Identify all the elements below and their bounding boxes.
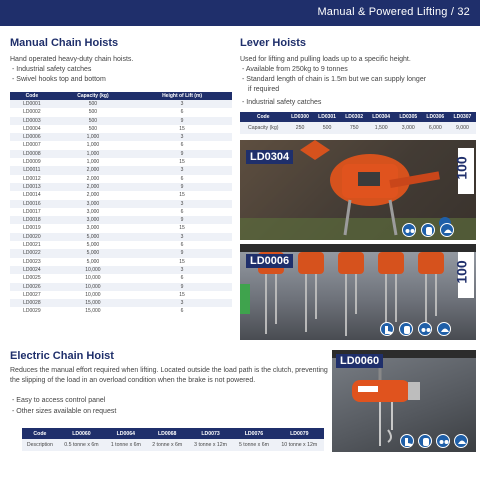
table-cell: 9 xyxy=(132,150,232,158)
manual-hoist-table xyxy=(10,92,232,316)
column-header: LD0301 xyxy=(314,112,341,122)
manual-bullet: - Industrial safety catches xyxy=(12,66,92,73)
safety-glasses-icon xyxy=(418,322,432,336)
chain-hoist-photo xyxy=(240,244,476,340)
table-cell: 6 xyxy=(132,108,232,116)
lever-bullet: - Industrial safety catches xyxy=(242,99,322,106)
table-cell: 15 xyxy=(132,224,232,232)
lever-hoist-photo xyxy=(240,140,476,240)
table-cell: 10,000 xyxy=(54,266,132,274)
table-cell: 2,000 xyxy=(54,191,132,199)
product-code-tag: LD0060 xyxy=(336,354,383,368)
table-cell: 3 xyxy=(132,299,232,307)
table-cell: 6 xyxy=(132,141,232,149)
table-cell: LD0014 xyxy=(10,191,54,199)
table-cell: 15 xyxy=(132,258,232,266)
column-header: LD0306 xyxy=(422,112,449,122)
table-row xyxy=(10,125,232,133)
table-cell: LD0017 xyxy=(10,208,54,216)
column-header: Code xyxy=(240,112,286,122)
table-row xyxy=(10,307,232,315)
table-cell: LD0001 xyxy=(10,100,54,108)
table-cell: LD0023 xyxy=(10,258,54,266)
electric-intro: Reduces the manual effort required when lifting. Located outside the load path is the clutch, preventing the slipping of the load in an overload condition when the brake is not powered. xyxy=(10,367,328,384)
lever-intro: Used for lifting and pulling loads up to a specific height. xyxy=(240,56,411,63)
table-cell: 5,000 xyxy=(54,258,132,266)
column-header: LD0060 xyxy=(58,428,105,439)
lever-heading: Lever Hoists xyxy=(240,37,307,49)
table-row xyxy=(10,166,232,174)
table-cell: LD0012 xyxy=(10,175,54,183)
table-row xyxy=(10,224,232,232)
table-cell: 9 xyxy=(132,183,232,191)
electric-hoist-table xyxy=(22,428,324,451)
table-cell: 3 xyxy=(132,166,232,174)
table-cell: 3,000 xyxy=(54,208,132,216)
table-cell: 2,000 xyxy=(54,183,132,191)
table-cell: 9 xyxy=(132,249,232,257)
table-cell: 1 tonne x 6m xyxy=(105,439,146,451)
table-cell: LD0009 xyxy=(10,158,54,166)
column-header: LD0300 xyxy=(286,112,313,122)
table-row xyxy=(10,175,232,183)
hard-hat-icon xyxy=(454,434,468,448)
table-row xyxy=(10,183,232,191)
table-cell: 250 xyxy=(286,122,313,134)
page-title: Manual & Powered Lifting / 32 xyxy=(317,6,470,18)
table-cell: 15 xyxy=(132,125,232,133)
table-row xyxy=(10,158,232,166)
table-row xyxy=(10,208,232,216)
lever-bullet: - Available from 250kg to 9 tonnes xyxy=(242,66,348,73)
column-header: LD0064 xyxy=(105,428,146,439)
manual-bullet: - Swivel hooks top and bottom xyxy=(12,76,106,83)
table-cell: 500 xyxy=(314,122,341,134)
table-cell: 3,000 xyxy=(54,216,132,224)
product-code-tag: LD0304 xyxy=(246,150,293,164)
table-cell: 15 xyxy=(132,191,232,199)
table-cell: LD0008 xyxy=(10,150,54,158)
table-cell: 3 xyxy=(132,100,232,108)
table-cell: 3,000 xyxy=(54,224,132,232)
table-row xyxy=(10,133,232,141)
lever-bullet: if required xyxy=(248,86,280,93)
table-row xyxy=(10,291,232,299)
table-cell: LD0013 xyxy=(10,183,54,191)
row-label: Description xyxy=(22,439,58,451)
table-row xyxy=(10,233,232,241)
table-cell: LD0020 xyxy=(10,233,54,241)
safety-glasses-icon xyxy=(436,434,450,448)
table-cell: LD0016 xyxy=(10,200,54,208)
table-cell: LD0007 xyxy=(10,141,54,149)
table-cell: 1,000 xyxy=(54,141,132,149)
table-cell: 15,000 xyxy=(54,307,132,315)
manual-intro: Hand operated heavy-duty chain hoists. xyxy=(10,56,134,63)
table-cell: 2 tonne x 6m xyxy=(147,439,188,451)
column-header: Capacity (kg) xyxy=(54,92,132,100)
table-cell: 3,000 xyxy=(54,200,132,208)
column-header: LD0068 xyxy=(147,428,188,439)
table-row xyxy=(10,200,232,208)
manual-heading: Manual Chain Hoists xyxy=(10,37,119,49)
table-cell: 500 xyxy=(54,125,132,133)
table-cell: 5,000 xyxy=(54,249,132,257)
table-cell: 3 xyxy=(132,233,232,241)
column-header: LD0076 xyxy=(233,428,274,439)
column-header: Height of Lift (m) xyxy=(132,92,232,100)
product-code-tag: LD0006 xyxy=(246,254,293,268)
table-row xyxy=(10,141,232,149)
table-cell: LD0006 xyxy=(10,133,54,141)
table-cell: LD0029 xyxy=(10,307,54,315)
table-cell: 10,000 xyxy=(54,274,132,282)
table-cell: LD0011 xyxy=(10,166,54,174)
table-cell: 3 xyxy=(132,266,232,274)
table-cell: 750 xyxy=(341,122,368,134)
table-cell: 10,000 xyxy=(54,283,132,291)
table-cell: LD0021 xyxy=(10,241,54,249)
table-cell: LD0028 xyxy=(10,299,54,307)
safety-boots-icon xyxy=(400,434,414,448)
lever-hoist-table xyxy=(240,112,476,134)
table-cell: LD0024 xyxy=(10,266,54,274)
table-cell: 1,500 xyxy=(368,122,395,134)
table-cell: 3 tonne x 12m xyxy=(188,439,233,451)
table-cell: 3 xyxy=(132,200,232,208)
table-cell: 9 xyxy=(132,216,232,224)
table-cell: LD0022 xyxy=(10,249,54,257)
table-cell: 6 xyxy=(132,208,232,216)
table-row xyxy=(10,100,232,108)
table-cell: 10,000 xyxy=(54,291,132,299)
electric-bullet: - Easy to access control panel xyxy=(12,397,106,404)
table-cell: LD0003 xyxy=(10,117,54,125)
table-cell: 1,000 xyxy=(54,150,132,158)
table-row xyxy=(10,241,232,249)
table-cell: 500 xyxy=(54,117,132,125)
table-cell: 10 tonne x 12m xyxy=(275,439,324,451)
table-row xyxy=(10,274,232,282)
table-cell: 6 xyxy=(132,274,232,282)
table-row xyxy=(10,216,232,224)
table-row xyxy=(10,299,232,307)
table-cell: 1,000 xyxy=(54,133,132,141)
table-cell: 6,000 xyxy=(422,122,449,134)
table-cell: 15 xyxy=(132,291,232,299)
table-cell: 500 xyxy=(54,100,132,108)
table-cell: 0.5 tonne x 6m xyxy=(58,439,105,451)
column-header: Code xyxy=(22,428,58,439)
table-cell: 1,000 xyxy=(54,158,132,166)
table-row xyxy=(10,191,232,199)
table-cell: 5,000 xyxy=(54,241,132,249)
table-cell: 6 xyxy=(132,241,232,249)
table-cell: 9 xyxy=(132,283,232,291)
electric-bullet: - Other sizes available on request xyxy=(12,408,117,415)
load-badge-text: 100 xyxy=(453,156,470,180)
column-header: LD0305 xyxy=(395,112,422,122)
row-label: Capacity (kg) xyxy=(240,122,286,134)
column-header: LD0073 xyxy=(188,428,233,439)
column-header: Code xyxy=(10,92,54,100)
table-cell: LD0025 xyxy=(10,274,54,282)
table-cell: 9 xyxy=(132,117,232,125)
table-cell: LD0018 xyxy=(10,216,54,224)
table-cell: LD0019 xyxy=(10,224,54,232)
table-cell: 15,000 xyxy=(54,299,132,307)
table-row xyxy=(10,266,232,274)
hard-hat-icon xyxy=(440,223,454,237)
table-row xyxy=(10,108,232,116)
table-cell: LD0026 xyxy=(10,283,54,291)
table-row xyxy=(10,150,232,158)
table-cell: LD0027 xyxy=(10,291,54,299)
lever-bullet: - Standard length of chain is 1.5m but we can supply longer xyxy=(242,76,427,83)
load-badge-text: 100 xyxy=(453,260,470,284)
table-cell: 3,000 xyxy=(395,122,422,134)
column-header: LD0302 xyxy=(341,112,368,122)
table-cell: 2,000 xyxy=(54,175,132,183)
table-cell: 6 xyxy=(132,175,232,183)
load-badge xyxy=(453,252,474,298)
hard-hat-icon xyxy=(437,322,451,336)
safety-glasses-icon xyxy=(402,223,416,237)
table-cell: 9,000 xyxy=(449,122,476,134)
table-cell: 6 xyxy=(132,307,232,315)
table-cell: 3 xyxy=(132,133,232,141)
column-header: LD0304 xyxy=(368,112,395,122)
table-cell: LD0004 xyxy=(10,125,54,133)
column-header: LD0079 xyxy=(275,428,324,439)
electric-heading: Electric Chain Hoist xyxy=(10,350,114,362)
table-cell: 500 xyxy=(54,108,132,116)
table-cell: 5,000 xyxy=(54,233,132,241)
gloves-icon xyxy=(418,434,432,448)
table-row xyxy=(10,258,232,266)
table-row xyxy=(10,117,232,125)
table-cell: 5 tonne x 6m xyxy=(233,439,274,451)
electric-hoist-photo xyxy=(332,350,476,452)
gloves-icon xyxy=(399,322,413,336)
table-cell: 15 xyxy=(132,158,232,166)
table-row xyxy=(10,283,232,291)
table-cell: LD0002 xyxy=(10,108,54,116)
table-cell: 2,000 xyxy=(54,166,132,174)
column-header: LD0307 xyxy=(449,112,476,122)
table-row xyxy=(10,249,232,257)
safety-boots-icon xyxy=(380,322,394,336)
load-badge xyxy=(453,148,474,194)
gloves-icon xyxy=(421,223,435,237)
